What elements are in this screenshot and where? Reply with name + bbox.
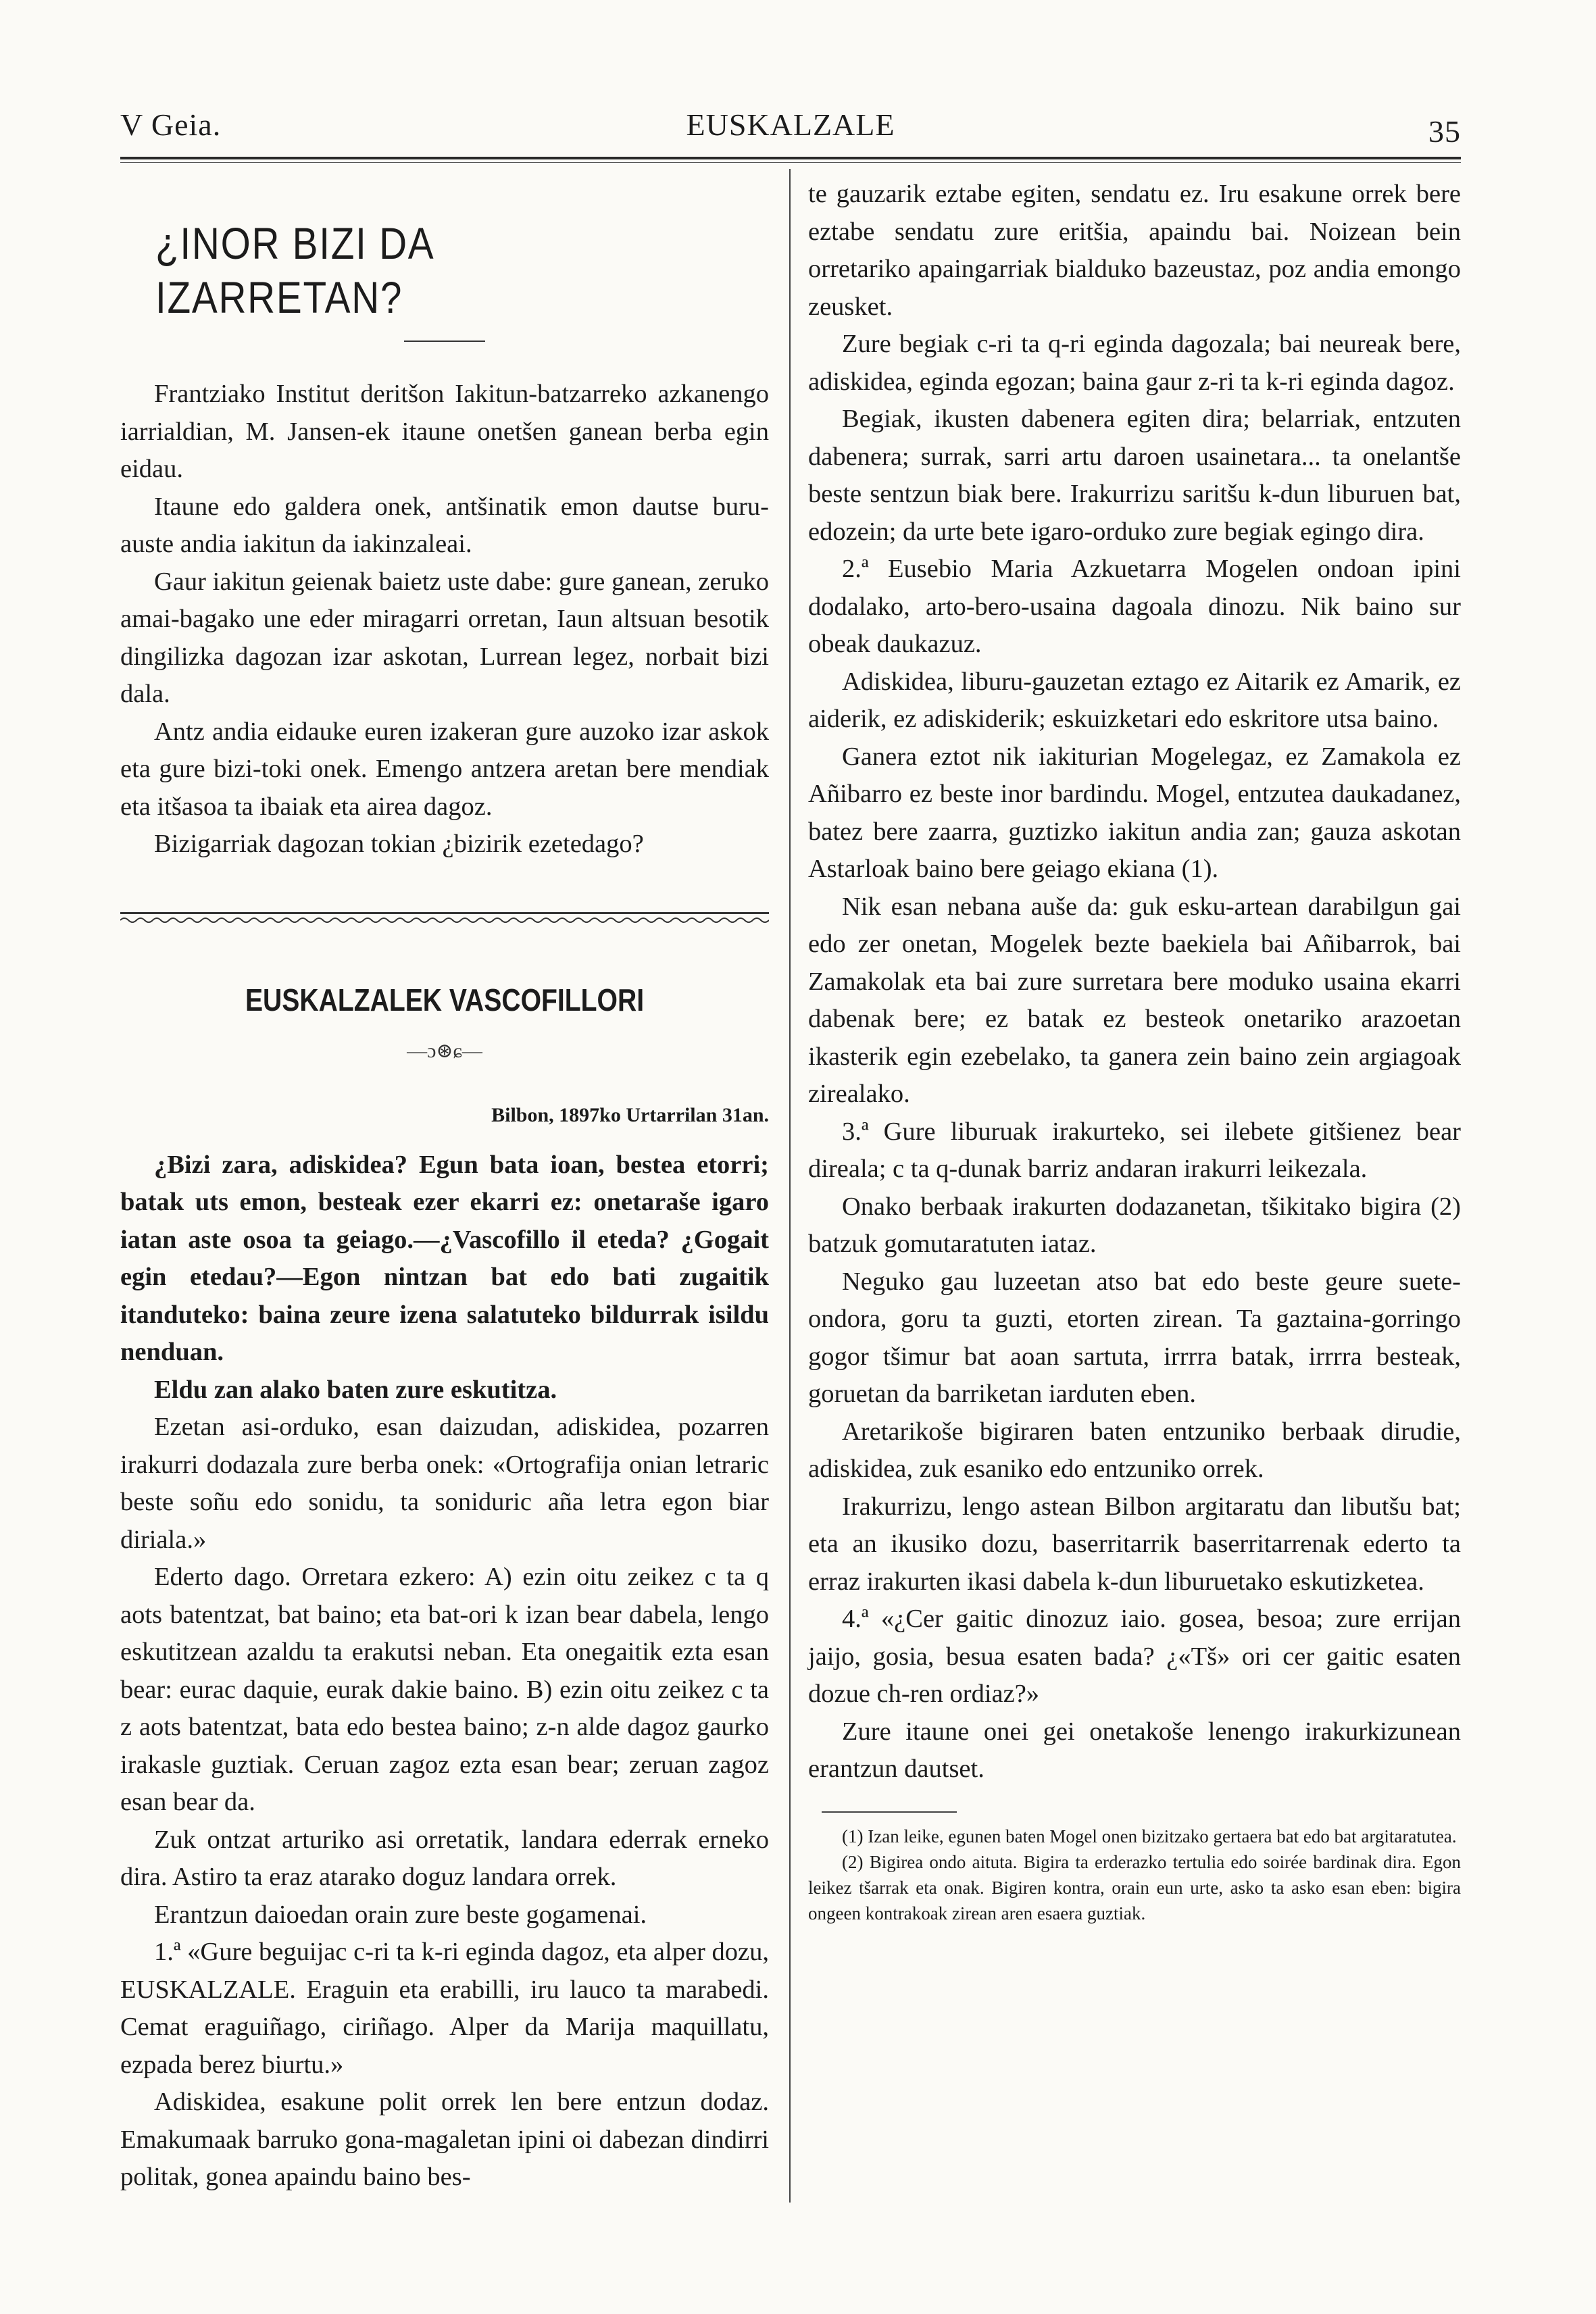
ornament-flourish: —ɔ⊛ɕ— bbox=[407, 1039, 482, 1062]
section-separator bbox=[120, 912, 769, 932]
letter-paragraph: 4.ª «¿Cer gaitic dinozuz iaio. gosea, besoa; zure errijan jaijo, gosia, besua esaten bada? ¿«Tš» ori cer gaitic esaten dozue ch-ren ordiaz?» bbox=[808, 1605, 1461, 1708]
letter-paragraph: 2.ª Eusebio Maria Azkuetarra Mogelen ondoan ipini dodalako, arto-bero-usaina dagoala dinozu. Nik baino sur obeak daukazuz. bbox=[808, 555, 1461, 658]
letter-paragraph: Nik esan nebana auše da: guk esku-artean darabilgun gai edo zer onetan, Mogelek bezte baekiela bai Añibarrok, bai Zamakolak eta bai zure surretara bere moduko usaina ekarri dabenak bere; ez batak ez besteok onetariko arazoetan ikasterik egin ezebelako, ta ganera zein baino zein argiagoak zirealako. bbox=[808, 892, 1461, 1108]
article1-paragraph: Antz andia eidauke euren izakeran gure auzoko izar askok eta gure bizi-toki onek. Emengo antzera aretan bere mendiak eta itšasoa ta ibaiak eta airea dagoz. bbox=[120, 717, 769, 821]
article1-paragraph: Gaur iakitun geienak baietz uste dabe: gure ganean, zeruko amai-bagako une eder miragarri orretan, Iaun altsuan besotik dingilizka dagozan izar askotan, Lurrean legez, norbait bizi dala. bbox=[120, 567, 769, 708]
title-rule bbox=[404, 341, 485, 342]
right-column bbox=[808, 176, 1461, 1926]
letter-paragraph: Adiskidea, esakune polit orrek len bere entzun dodaz. Emakumaak barruko gona-magaletan ipini oi dabezan dindirri politak, gonea apaindu baino bes- bbox=[120, 2088, 769, 2191]
left-column bbox=[120, 176, 769, 2196]
wavy-line bbox=[120, 915, 769, 925]
letter-paragraph: Onako berbaak irakurten dodazanetan, tšikitako bigira (2) batzuk gomutaratuten iataz. bbox=[808, 1192, 1461, 1258]
letter-paragraph: Zure begiak c-ri ta q-ri eginda dagozala; bai neureak bere, adiskidea, eginda egozan; baina gaur z-ri ta k-ri eginda dagoz. bbox=[808, 330, 1461, 396]
letter-paragraph: Adiskidea, liburu-gauzetan eztago ez Aitarik ez Amarik, ez aiderik, ez adiskiderik; eskuizketari edo eskritore utsa baino. bbox=[808, 667, 1461, 733]
article1-paragraph: Itaune edo galdera onek, antšinatik emon dautse buru-auste andia iakitun da iakinzaleai. bbox=[120, 492, 769, 558]
letter-paragraph: Ganera eztot nik iakiturian Mogelegaz, ez Zamakola ez Añibarro ez beste inor bardindu. Mogel, entzutea daukadanez, batez bere zaarra, guztizko iakitun andia zan; gauza askotan Astarloak baino bere geiago ekiana (1). bbox=[808, 742, 1461, 883]
header-rule bbox=[120, 157, 1461, 159]
article1-paragraph: Frantziako Institut deritšon Iakitun-batzarreko azkanengo iarrialdian, M. Jansen-ek itaune onetšen ganean berba egin eidau. bbox=[120, 380, 769, 483]
article2-title: EUSKALZALEK VASCOFILLORI bbox=[245, 982, 645, 1017]
letter-paragraph: Ezetan asi-orduko, esan daizudan, adiskidea, pozarren irakurri dodazala zure berba onek: «Ortografija onian letraric beste soñu edo sonidu, ta soniduric aña letra egon biar diriala.» bbox=[120, 1413, 769, 1554]
letter-paragraph: Begiak, ikusten dabenera egiten dira; belarriak, entzuten dabenera; surrak, sarri artu daroen usainetara... ta onelantše beste sentzun biak bere. Irakurrizu saritšu k-dun liburuen bat, edozein; da urte bete igaro-orduko zure begiak egingo dira. bbox=[808, 405, 1461, 546]
letter-paragraph: Eldu zan alako baten zure eskutitza. bbox=[154, 1375, 557, 1404]
footnote: (1) Izan leike, egunen baten Mogel onen bizitzako gertaera bat edo bat argitaratutea. bbox=[842, 1826, 1457, 1846]
letter-paragraph: Neguko gau luzeetan atso bat edo beste geure suete-ondora, goru ta guzti, etorten zirean. Ta gaztaina-gorringo gogor tšimur bat aoan sartuta, irrrra batak, irrrra besteak, goruetan da barriketan iarduten eben. bbox=[808, 1267, 1461, 1408]
letter-paragraph: ¿Bizi zara, adiskidea? Egun bata ioan, bestea etorri; batak uts emon, besteak ezer ekarri ez: onetaraše igaro iatan aste osoa ta geiago.—¿Vascofillo il eteda? ¿Gogait egin etedau?—Egon nintzan bat edo bati zugaitik itanduteko: baina zeure izena salatuteko bildurrak isildu nenduan. bbox=[120, 1150, 769, 1366]
header-rule-thin bbox=[120, 162, 1461, 163]
letter-paragraph: te gauzarik eztabe egiten, sendatu ez. Iru esakune orrek bere eztabe sendatu zure eritšia, apaindu bai. Noizean bein orretariko apaingarriak bialduko bazeustaz, poz andia emongo zeusket. bbox=[808, 180, 1461, 321]
article1-paragraph: Bizigarriak dagozan tokian ¿bizirik ezetedago? bbox=[154, 830, 644, 858]
article1-title: ¿INOR BIZI DA IZARRETAN? bbox=[155, 218, 433, 322]
column-divider bbox=[789, 169, 791, 2203]
letter-dateline: Bilbon, 1897ko Urtarrilan 31an. bbox=[491, 1104, 769, 1126]
letter-paragraph: Zuk ontzat arturiko asi orretatik, landara ederrak erneko dira. Astiro ta eraz atarako doguz landara orrek. bbox=[120, 1825, 769, 1891]
letter-paragraph: Erantzun daioedan orain zure beste gogamenai. bbox=[154, 1900, 647, 1929]
footnote-rule bbox=[822, 1811, 957, 1813]
letter-paragraph: Zure itaune onei gei onetakoše lenengo irakurkizunean erantzun dautset. bbox=[808, 1717, 1461, 1783]
letter-paragraph: Irakurrizu, lengo astean Bilbon argitaratu dan libutšu bat; eta an ikusiko dozu, baserritarrik baserritarrenak ederto ta erraz irakurten ikasi dabela k-dun liburuetako eskutizketea. bbox=[808, 1492, 1461, 1596]
footnote: (2) Bigirea ondo aituta. Bigira ta erderazko tertulia edo soirée bardinak dira. Egon leikez tšarrak eta onak. Bigiren kontra, orain eun urte, asko ta asko esan eben: bigira ongeen kontrakoak zirean aren esaera guztiak. bbox=[808, 1851, 1461, 1923]
journal-title: EUSKALZALE bbox=[686, 107, 895, 142]
letter-paragraph: 3.ª Gure liburuak irakurteko, sei ilebete gitšienez bear direala; c ta q-dunak barriz andaran irakurri leikezala. bbox=[808, 1117, 1461, 1183]
page-number: 35 bbox=[1428, 114, 1461, 149]
letter-paragraph: Aretarikoše bigiraren baten entzuniko berbaak dirudie, adiskidea, zuk esaniko edo entzuniko orrek. bbox=[808, 1417, 1461, 1483]
letter-paragraph: 1.ª «Gure beguijac c-ri ta k-ri eginda dagoz, eta alper dozu, EUSKALZALE. Eraguin eta erabilli, iru lauco ta marabedi. Cemat eraguiñago, ciriñago. Alper da Marija maquillatu, ezpada berez biurtu.» bbox=[120, 1938, 769, 2079]
running-header bbox=[120, 107, 1461, 154]
issue-label: V Geia. bbox=[120, 107, 222, 142]
letter-paragraph: Ederto dago. Orretara ezkero: A) ezin oitu zeikez c ta q aots batentzat, bat baino; eta bat-ori k izan bear dabela, lengo eskutitzean azaldu ta erakutsi neban. Eta onegaitik ezta esan bear: eurac daquie, eurak dakie baino. B) ezin oitu zeikez c ta z aots batentzat, bata edo bestea baino; z-n alde dagoz gaurko irakasle guztiak. Ceruan zagoz ezta esan bear; zeruan zagoz esan bear da. bbox=[120, 1563, 769, 1816]
